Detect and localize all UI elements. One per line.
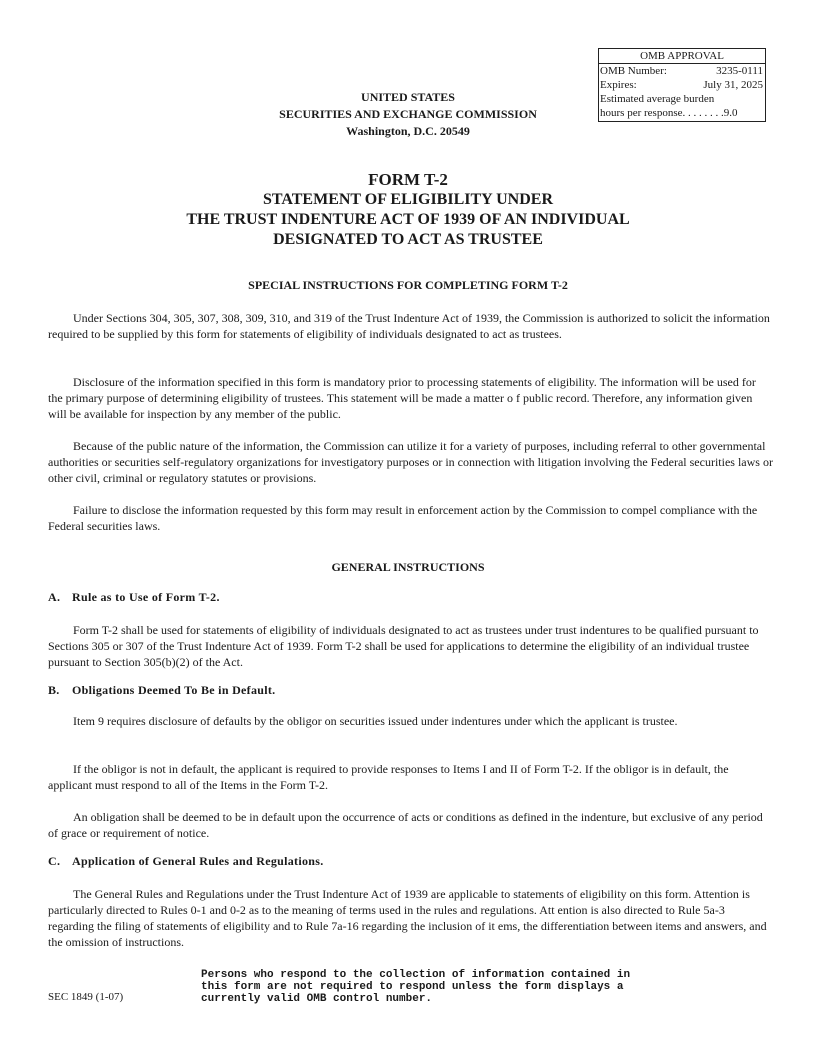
section-b-paragraph-1: Item 9 requires disclosure of defaults by the obligor on securities issued under indentures under which the applicant is trustee. <box>73 714 678 728</box>
omb-number-row <box>599 64 765 78</box>
section-a-paragraph: Form T-2 shall be used for statements of eligibility of individuals designated to act as trustees under trust indentures to be qualified pursuant to Sections 305 or 307 of the Trust Indenture Act of 1939. Form T-2 shall be used for applications to determine the eligibility of an individual trustee pursuant to Section 305(b)(2) of the Act. <box>48 623 759 669</box>
agency-line1: UNITED STATES <box>361 90 455 104</box>
general-instructions-heading: GENERAL INSTRUCTIONS <box>331 560 485 574</box>
omb-number-value: 3235-0111 <box>716 65 763 77</box>
special-instructions-heading: SPECIAL INSTRUCTIONS FOR COMPLETING FORM T-2 <box>248 278 568 292</box>
agency-line3: Washington, D.C. 20549 <box>346 124 470 138</box>
section-b-title: Obligations Deemed To Be in Default. <box>72 683 276 697</box>
form-name: FORM T-2 <box>368 170 448 189</box>
section-a-title: Rule as to Use of Form T-2. <box>72 590 220 604</box>
omb-control-notice: Persons who respond to the collection of information contained in this form are not required to respond unless the form displays a currently valid OMB control number. <box>201 969 631 1005</box>
form-code: SEC 1849 (1-07) <box>48 991 124 1003</box>
special-paragraph-2: Disclosure of the information specified in this form is mandatory prior to processing statements of eligibility. The information will be used for the primary purpose of determining eligibility of trustees. This statement will be made a matter o f public record. Therefore, any information given will be available for inspection by any member of the public. <box>48 375 756 421</box>
section-a-letter: A. <box>48 590 61 604</box>
form-subtitle1: STATEMENT OF ELIGIBILITY UNDER <box>263 191 553 208</box>
omb-number-label: OMB Number: <box>600 65 667 77</box>
omb-expires-value: July 31, 2025 <box>703 79 763 91</box>
agency-line2: SECURITIES AND EXCHANGE COMMISSION <box>279 107 537 121</box>
omb-burden-text1: Estimated average burden <box>600 93 715 105</box>
section-a-heading <box>48 590 220 605</box>
section-c-heading <box>48 854 324 869</box>
section-b-heading <box>48 683 275 698</box>
special-paragraph-3: Because of the public nature of the information, the Commission can utilize it for a variety of purposes, including referral to other governmental authorities or securities self-regulatory organizations for investigatory purposes or in connection with litigation involving the Federal securities laws or other civil, criminal or regulatory statutes or provisions. <box>48 439 773 485</box>
form-title-block <box>0 170 816 250</box>
section-c-paragraph: The General Rules and Regulations under the Trust Indenture Act of 1939 are applicable to statements of eligibility on this form. Attention is particularly directed to Rules 0-1 and 0-2 as to the meaning of terms used in the rules and regulations. Att ention is also directed to Rule 5a-3 regarding the filing of statements of eligibility and to Rule 7a-16 regarding the inclusion of it ems, the differentiation between items and answers, and the omission of instructions. <box>48 887 767 949</box>
section-c-letter: C. <box>48 854 61 868</box>
agency-letterhead <box>0 89 816 140</box>
omb-burden-text2: hours per response. . . . . . . .9.0 <box>600 107 738 119</box>
omb-title: OMB APPROVAL <box>599 49 765 64</box>
special-paragraph-1: Under Sections 304, 305, 307, 308, 309, 310, and 319 of the Trust Indenture Act of 1939, the Commission is authorized to solicit the information required to be supplied by this form for statements of eligibility of individuals designated to act as trustees. <box>48 311 770 341</box>
section-b-letter: B. <box>48 683 60 697</box>
form-subtitle2: THE TRUST INDENTURE ACT OF 1939 OF AN INDIVIDUAL <box>186 211 630 228</box>
omb-expires-label: Expires: <box>600 79 637 91</box>
form-subtitle3: DESIGNATED TO ACT AS TRUSTEE <box>273 231 543 248</box>
section-b-paragraph-2: If the obligor is not in default, the applicant is required to provide responses to Items I and II of Form T-2. If the obligor is in default, the applicant must respond to all of the Items in the Form T-2. <box>48 762 729 792</box>
section-b-paragraph-3: An obligation shall be deemed to be in default upon the occurrence of acts or conditions as defined in the indenture, but exclusive of any period of grace or requirement of notice. <box>48 810 763 840</box>
section-c-title: Application of General Rules and Regulations. <box>72 854 324 868</box>
special-paragraph-4: Failure to disclose the information requested by this form may result in enforcement action by the Commission to compel compliance with the Federal securities laws. <box>48 503 758 533</box>
